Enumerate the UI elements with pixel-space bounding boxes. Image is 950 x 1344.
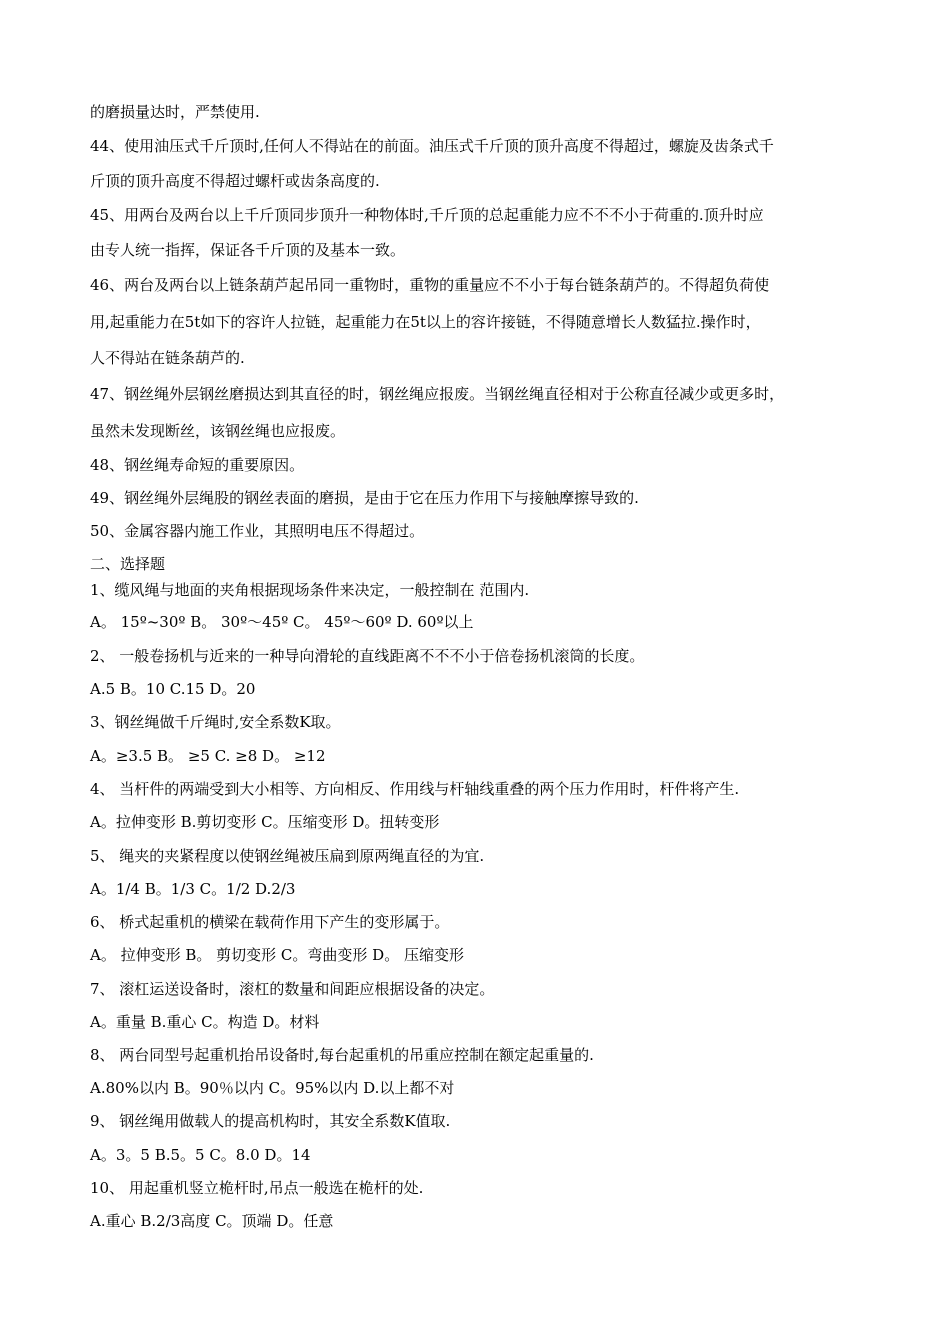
text-line: 46、两台及两台以上链条葫芦起吊同一重物时，重物的重量应不不小于每台链条葫芦的。不得超负荷使 bbox=[90, 276, 770, 294]
question-9: 9、 钢丝绳用做载人的提高机构时，其安全系数K值取. bbox=[90, 1112, 451, 1130]
options-8: A.80%以内 B。90％以内 C。95%以内 D.以上都不对 bbox=[90, 1079, 455, 1097]
options-4: A。拉伸变形 B.剪切变形 C。压缩变形 D。扭转变形 bbox=[90, 813, 440, 831]
text-line: 44、使用油压式千斤顶时,任何人不得站在的前面。油压式千斤顶的顶升高度不得超过，螺旋及齿条式千 bbox=[90, 137, 774, 155]
options-10: A.重心 B.2/3高度 C。顶端 D。任意 bbox=[90, 1212, 334, 1230]
question-8: 8、 两台同型号起重机抬吊设备时,每台起重机的吊重应控制在额定起重量的. bbox=[90, 1046, 594, 1064]
question-2: 2、 一般卷扬机与近来的一种导向滑轮的直线距离不不不小于倍卷扬机滚筒的长度。 bbox=[90, 647, 645, 665]
text-line: 用,起重能力在5t如下的容许人拉链，起重能力在5t以上的容许接链，不得随意增长人数猛拉.操作时， bbox=[90, 313, 761, 331]
question-4: 4、 当杆件的两端受到大小相等、方向相反、作用线与杆轴线重叠的两个压力作用时，杆件将产生. bbox=[90, 780, 740, 798]
text-line: 由专人统一指挥，保证各千斤顶的及基本一致。 bbox=[90, 241, 406, 259]
text-line: 斤顶的顶升高度不得超过螺杆或齿条高度的. bbox=[90, 172, 380, 190]
question-1: 1、缆风绳与地面的夹角根据现场条件来决定，一般控制在 范围内. bbox=[90, 581, 530, 599]
question-6: 6、 桥式起重机的横梁在载荷作用下产生的变形属于。 bbox=[90, 913, 450, 931]
options-3: A。≥3.5 B。 ≥5 C. ≥8 D。 ≥12 bbox=[90, 747, 326, 765]
text-line: 49、钢丝绳外层绳股的钢丝表面的磨损，是由于它在压力作用下与接触摩擦导致的. bbox=[90, 489, 639, 507]
text-line: 50、金属容器内施工作业，其照明电压不得超过。 bbox=[90, 522, 425, 540]
question-10: 10、 用起重机竖立桅杆时,吊点一般选在桅杆的处. bbox=[90, 1179, 424, 1197]
options-1: A。 15º~30º B。 30º～45º C。 45º～60º D. 60º以上 bbox=[90, 613, 474, 631]
question-3: 3、钢丝绳做千斤绳时,安全系数K取。 bbox=[90, 713, 341, 731]
options-6: A。 拉伸变形 B。 剪切变形 C。弯曲变形 D。 压缩变形 bbox=[90, 946, 464, 964]
options-2: A.5 B。10 C.15 D。20 bbox=[90, 680, 256, 698]
text-line: 47、钢丝绳外层钢丝磨损达到其直径的时，钢丝绳应报废。当钢丝绳直径相对于公称直径减少或更多时， bbox=[90, 385, 785, 403]
text-line: 48、钢丝绳寿命短的重要原因。 bbox=[90, 456, 305, 474]
text-line: 的磨损量达时，严禁使用. bbox=[90, 103, 260, 121]
options-7: A。重量 B.重心 C。构造 D。材料 bbox=[90, 1013, 320, 1031]
section-heading: 二、选择题 bbox=[90, 555, 166, 573]
text-line: 虽然未发现断丝，该钢丝绳也应报废。 bbox=[90, 422, 346, 440]
options-5: A。1/4 B。1/3 C。1/2 D.2/3 bbox=[90, 880, 296, 898]
text-line: 人不得站在链条葫芦的. bbox=[90, 349, 245, 367]
question-5: 5、 绳夹的夹紧程度以使钢丝绳被压扁到原两绳直径的为宜. bbox=[90, 847, 485, 865]
text-line: 45、用两台及两台以上千斤顶同步顶升一种物体时,千斤顶的总起重能力应不不不小于荷重的.顶升时应 bbox=[90, 206, 764, 224]
question-7: 7、 滚杠运送设备时，滚杠的数量和间距应根据设备的决定。 bbox=[90, 980, 495, 998]
options-9: A。3。5 B.5。5 C。8.0 D。14 bbox=[90, 1146, 311, 1164]
